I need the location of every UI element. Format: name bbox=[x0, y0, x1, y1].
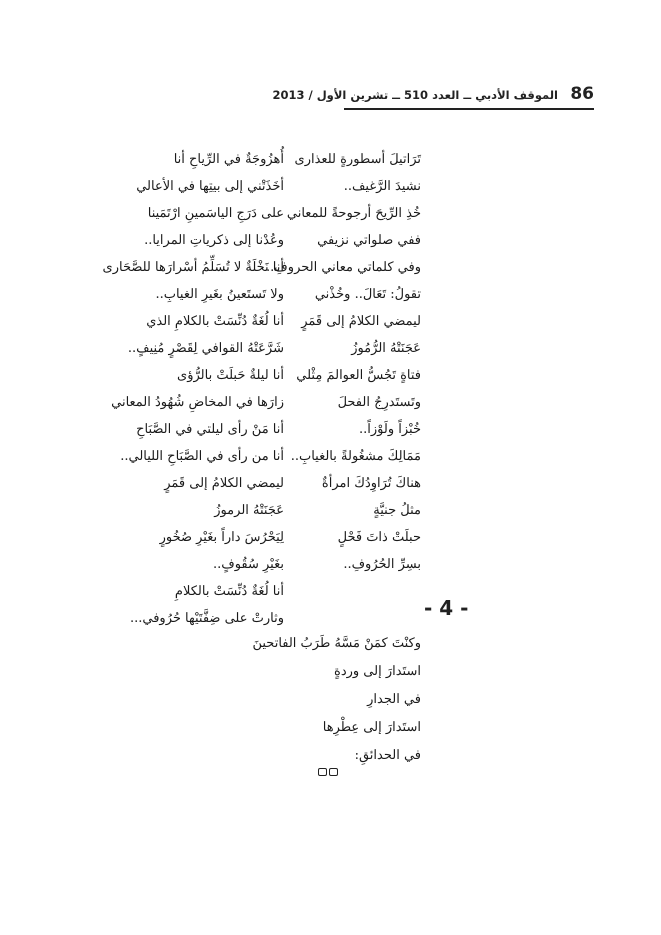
poem-line: أخَذَتْني إلى بيتِها في الأعالي bbox=[136, 179, 284, 194]
poem-line: تقولُ: تَعَالَ.. وخُذْني bbox=[314, 287, 421, 302]
poem-line: نشيدَ الرَّغيف.. bbox=[343, 179, 421, 194]
poem-line: وفي كلماتي معاني الحروفِ.. bbox=[266, 260, 421, 275]
poem-line: ليمضي الكلامُ إلى قَمَرٍ bbox=[164, 476, 284, 491]
poem-line: أنا لُغَةٌ دُنِّسَتْ بالكلامِ bbox=[174, 584, 284, 599]
poem-line: ولا تَستَعينُ بغَيرِ الغيابِ.. bbox=[155, 287, 284, 302]
poem-line: وكنْتَ كمَنْ مَسَّهُ طَرَبُ الفاتحينَ bbox=[252, 636, 421, 651]
poem-line: زارَها في المخاضِ شُهُودُ المعاني bbox=[111, 395, 284, 410]
poem-line: أنا من رأى في الصَّبَاحِ الليالي.. bbox=[120, 449, 284, 464]
square-icon bbox=[318, 768, 327, 776]
poem-line: عَجَنَتْهُ الرموزُ bbox=[214, 503, 284, 518]
journal-title: الموقف الأدبي ــ العدد 510 ــ تشرين الأول / 2013 bbox=[272, 88, 558, 102]
poem-line: ليمضي الكلامُ إلى قَمَرٍ bbox=[301, 314, 421, 329]
square-icon bbox=[329, 768, 338, 776]
poem-line: خُبْزاً ولَوْزاً.. bbox=[359, 422, 421, 437]
poem-line: وتَستَدرِجُ الفحلَ bbox=[337, 395, 421, 410]
poem-line: أنا لُغَةٌ دُنِّسَتْ بالكلامِ الذي bbox=[146, 314, 284, 329]
poem-line: مثلُ جنيَّةٍ bbox=[373, 503, 421, 518]
poem-line: وعُدْنا إلى ذكرياتِ المرايا.. bbox=[144, 233, 284, 248]
poem-line: وثارتْ على ضِفَّتَيْها حُرُوفي... bbox=[129, 611, 284, 626]
poem-line: بغَيْرِ سُقُوفٍ.. bbox=[212, 557, 284, 572]
page-number: 86 bbox=[570, 84, 594, 104]
poem-line: هناكَ تُرَاوِدُكَ امرأةٌ bbox=[321, 476, 421, 491]
poem-line: أنا نَخْلَةٌ لا تُسَلِّمُ أسْرارَها للصَّحَارى bbox=[102, 260, 284, 275]
poem-line: ففي صلواتي نزيفي bbox=[317, 233, 421, 248]
page-header bbox=[272, 82, 594, 112]
poem-line: تَرَاتيلَ أسطورةٍ للعذارى bbox=[294, 152, 421, 167]
poem-line: شَرَّعَتْهُ القوافي لِقَصْرٍ مُنِيفٍ.. bbox=[127, 341, 284, 356]
poem-line: استَدارَ إلى وردةٍ bbox=[334, 664, 421, 679]
end-ornament-icon bbox=[318, 768, 338, 776]
poem-line: على دَرَجِ الياسَمينِ ارْتَمَينا bbox=[147, 206, 284, 221]
poem-line: خُذِ الرِّيحَ أرجوحةً للمعاني bbox=[286, 206, 421, 221]
poem-line: عَجَنَتْهُ الرُّمُوزُ bbox=[351, 341, 421, 356]
poem-line: أُهزُوجَةٌ في الرِّياحِ أنا bbox=[173, 152, 284, 167]
poem-line: في الحدائقِ: bbox=[354, 748, 421, 763]
header-rule bbox=[344, 108, 594, 110]
poem-line: حبلَتْ ذاتَ فَحْلٍ bbox=[337, 530, 421, 545]
poem-line: لِيَحْرُسَ داراً بغَيْرِ صُخُورٍ bbox=[159, 530, 284, 545]
poem-line: أنا مَنْ رأى ليلتي في الصَّبَاحِ bbox=[136, 422, 284, 437]
poem-line: فتاةٍ تَجُسُّ العوالمَ مِثْلي bbox=[296, 368, 421, 383]
poem-line: مَمَالِكَ مشغُولةً بالغيابِ.. bbox=[290, 449, 421, 464]
poem-line: بسِرِّ الحُرُوفِ.. bbox=[343, 557, 421, 572]
poem-line: استَدارَ إلى عِطْرِها bbox=[322, 720, 421, 735]
poem-line: في الجدارِ bbox=[367, 692, 421, 707]
poem-line: أنا ليلةٌ حَبلَتْ بالرُّؤى bbox=[177, 368, 284, 383]
section-number: - 4 - bbox=[424, 596, 469, 620]
